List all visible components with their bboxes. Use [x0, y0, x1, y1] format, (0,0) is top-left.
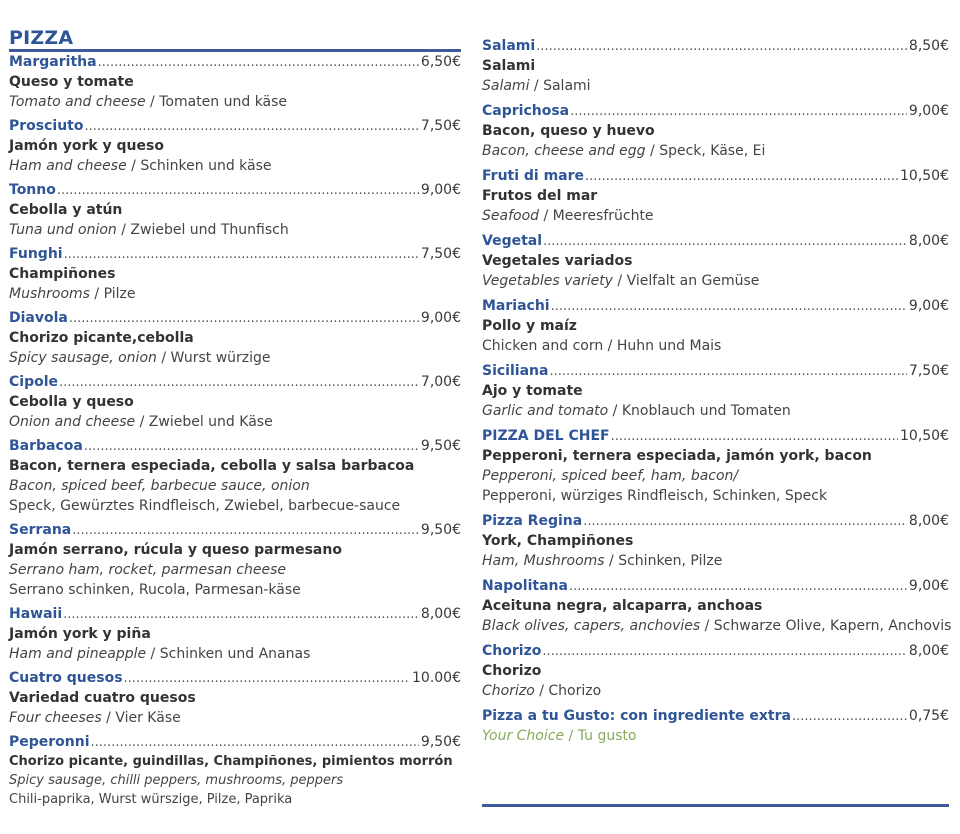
translation-english: Bacon, cheese and egg	[482, 143, 646, 159]
menu-item-spanish: Champiñones	[9, 266, 116, 282]
menu-item-price: 7,50€	[908, 363, 949, 379]
menu-item	[9, 180, 461, 240]
translation-separator: /	[101, 710, 116, 726]
menu-item-name: Salami	[482, 38, 536, 54]
menu-item-name: Siciliana	[482, 363, 549, 379]
menu-item-spanish: Variedad cuatro quesos	[9, 690, 196, 706]
menu-item	[9, 116, 461, 176]
translation-separator: /	[529, 78, 544, 94]
translation-separator: /	[645, 143, 660, 159]
dot-leader	[64, 245, 419, 265]
menu-item-translation	[9, 412, 461, 432]
left-menu-list	[9, 52, 461, 809]
translation-english: Seafood	[482, 208, 540, 224]
menu-item	[482, 706, 949, 746]
menu-item-header	[482, 706, 949, 726]
menu-item-header	[9, 116, 461, 136]
menu-item-name: Mariachi	[482, 298, 550, 314]
menu-item-spanish: Jamón york y queso	[9, 138, 164, 154]
menu-item-header	[482, 231, 949, 251]
translation-german: Chicken and corn / Huhn und Mais	[482, 338, 722, 354]
menu-item	[482, 296, 949, 356]
menu-item-price: 8,00€	[908, 643, 949, 659]
dot-leader	[569, 577, 907, 597]
menu-item-name: Vegetal	[482, 233, 543, 249]
menu-item	[9, 668, 461, 728]
menu-item	[9, 604, 461, 664]
translation-english: Bacon, spiced beef, barbecue sauce, onion	[9, 478, 310, 494]
translation-separator: /	[608, 403, 622, 419]
menu-item-price: 8,50€	[908, 38, 949, 54]
translation-separator: /	[564, 728, 578, 744]
translation-german: Tomaten und käse	[159, 94, 288, 110]
menu-item-price: 9,00€	[420, 310, 461, 326]
menu-item-header	[9, 52, 461, 72]
translation-separator: /	[135, 414, 149, 430]
translation-english: Ham and pineapple	[9, 646, 147, 662]
translation-german: Knoblauch und Tomaten	[621, 403, 791, 419]
menu-item-spanish: Ajo y tomate	[482, 383, 583, 399]
menu-item-header	[482, 641, 949, 661]
translation-english: Black olives, capers, anchovies	[482, 618, 701, 634]
menu-item	[482, 361, 949, 421]
menu-item-header	[9, 668, 461, 688]
translation-german: Zwiebel und Käse	[148, 414, 273, 430]
menu-item-spanish: Pollo y maíz	[482, 318, 577, 334]
menu-item-header	[9, 244, 461, 264]
menu-item-header	[9, 436, 461, 456]
menu-header	[9, 0, 461, 52]
menu-item	[9, 732, 461, 809]
menu-item	[9, 308, 461, 368]
menu-item-spanish: Chorizo picante,cebolla	[9, 330, 194, 346]
right-column	[482, 0, 952, 751]
menu-item-header	[9, 604, 461, 624]
menu-item-translation	[9, 92, 461, 112]
menu-item-name: Hawaii	[9, 606, 63, 622]
menu-item-spanish: Chorizo	[482, 663, 542, 679]
dot-leader	[583, 512, 907, 532]
menu-item-spanish: Chorizo picante, guindillas, Champiñones, pimientos morrón	[9, 754, 453, 769]
menu-item	[482, 641, 949, 701]
menu-item-translation	[482, 206, 949, 226]
translation-german: Pepperoni, würziges Rindfleisch, Schinken, Speck	[482, 488, 828, 504]
menu-item	[9, 372, 461, 432]
footer-divider	[482, 804, 949, 807]
menu-item-translation	[9, 284, 461, 304]
menu-item-price: 10,50€	[900, 428, 949, 444]
menu-item-spanish: Queso y tomate	[9, 74, 134, 90]
menu-item-translation	[9, 476, 461, 496]
translation-english: Vegetables variety	[482, 273, 613, 289]
menu-item	[9, 244, 461, 304]
menu-item-name: Serrana	[9, 522, 72, 538]
menu-item-price: 9,50€	[420, 522, 461, 538]
translation-german: Meeresfrüchte	[552, 208, 654, 224]
menu-item-price: 10,50€	[900, 168, 949, 184]
menu-item-translation	[482, 681, 949, 701]
menu-item-price: 7,00€	[420, 374, 461, 390]
translation-english: Onion and cheese	[9, 414, 136, 430]
menu-item	[482, 511, 949, 571]
dot-leader	[91, 733, 419, 753]
menu-item-price: 10.00€	[412, 670, 461, 686]
translation-german: Salami	[543, 78, 591, 94]
menu-item-translation	[9, 496, 461, 516]
menu-item-translation	[482, 271, 949, 291]
translation-german: Wurst würzige	[170, 350, 271, 366]
menu-item-price: 0,75€	[908, 708, 949, 724]
menu-item-name: Caprichosa	[482, 103, 570, 119]
dot-leader	[551, 297, 907, 317]
menu-item-price: 7,50€	[420, 246, 461, 262]
menu-item-header	[482, 576, 949, 596]
menu-item-spanish: Salami	[482, 58, 536, 74]
dot-leader	[611, 427, 898, 447]
menu-item-translation	[9, 771, 461, 790]
dot-leader	[543, 232, 907, 252]
page-title: PIZZA	[9, 27, 74, 49]
translation-german: Serrano schinken, Rucola, Parmesan-käse	[9, 582, 301, 598]
translation-separator: /	[612, 273, 627, 289]
translation-english: Pepperoni, spiced beef, ham, bacon/	[482, 468, 739, 484]
menu-item-name: Chorizo	[482, 643, 542, 659]
translation-german: Schwarze Olive, Kapern, Anchovis	[713, 618, 952, 634]
menu-item-name: Pizza a tu Gusto: con ingrediente extra	[482, 708, 791, 724]
menu-item-name: Margaritha	[9, 54, 97, 70]
menu-item-translation	[482, 76, 949, 96]
translation-separator: /	[116, 222, 131, 238]
translation-separator: /	[145, 94, 160, 110]
dot-leader	[85, 117, 419, 137]
translation-separator: /	[146, 646, 160, 662]
menu-item-translation	[482, 486, 949, 506]
menu-item-header	[9, 372, 461, 392]
menu-item-price: 6,50€	[420, 54, 461, 70]
menu-item-spanish: Aceituna negra, alcaparra, anchoas	[482, 598, 763, 614]
dot-leader	[536, 37, 907, 57]
menu-item-spanish: Cebolla y atún	[9, 202, 123, 218]
dot-leader	[124, 669, 410, 689]
menu-item-name: Cuatro quesos	[9, 670, 123, 686]
menu-item-name: Cipole	[9, 374, 59, 390]
menu-item-price: 9,00€	[908, 103, 949, 119]
translation-english: Tuna und onion	[9, 222, 117, 238]
menu-item-name: Peperonni	[9, 734, 90, 750]
menu-item-name: Tonno	[9, 182, 56, 198]
menu-item-translation	[482, 141, 949, 161]
translation-english: Garlic and tomato	[482, 403, 609, 419]
menu-item-name: Funghi	[9, 246, 63, 262]
translation-german: Zwiebel und Thunfisch	[130, 222, 289, 238]
menu-item-translation	[9, 560, 461, 580]
menu-item-translation	[482, 336, 949, 356]
translation-separator: /	[89, 286, 104, 302]
menu-item-translation	[482, 551, 949, 571]
menu-item-price: 9,00€	[908, 578, 949, 594]
menu-item-price: 8,00€	[908, 233, 949, 249]
menu-item-name: Barbacoa	[9, 438, 83, 454]
right-menu-list	[482, 36, 952, 746]
dot-leader	[98, 53, 419, 73]
menu-item-header	[482, 426, 949, 446]
menu-item-header	[482, 101, 949, 121]
dot-leader	[63, 605, 419, 625]
menu-item-spanish: Jamón serrano, rúcula y queso parmesano	[9, 542, 342, 558]
translation-english: Spicy sausage, onion	[9, 350, 157, 366]
translation-german: Vielfalt an Gemüse	[626, 273, 760, 289]
translation-separator: /	[126, 158, 141, 174]
menu-item-spanish: York, Champiñones	[482, 533, 634, 549]
menu-item-spanish: Bacon, queso y huevo	[482, 123, 655, 139]
menu-item	[482, 231, 949, 291]
menu-item-name: Prosciuto	[9, 118, 84, 134]
translation-german: Chili-paprika, Wurst würszige, Pilze, Paprika	[9, 792, 293, 807]
menu-item-header	[482, 296, 949, 316]
translation-english: Your Choice	[482, 728, 565, 744]
dot-leader	[570, 102, 907, 122]
translation-german: Speck, Gewürztes Rindfleisch, Zwiebel, barbecue-sauce	[9, 498, 401, 514]
translation-english: Ham and cheese	[9, 158, 127, 174]
dot-leader	[84, 437, 419, 457]
menu-item-name: Fruti di mare	[482, 168, 585, 184]
menu-item-header	[9, 308, 461, 328]
translation-english: Salami	[482, 78, 530, 94]
menu-item-translation	[482, 726, 949, 746]
menu-item	[482, 426, 949, 506]
translation-german: Vier Käse	[115, 710, 181, 726]
menu-item-spanish: Bacon, ternera especiada, cebolla y salsa barbacoa	[9, 458, 415, 474]
menu-item	[9, 436, 461, 516]
translation-english: Serrano ham, rocket, parmesan cheese	[9, 562, 286, 578]
menu-item-translation	[9, 220, 461, 240]
menu-item-header	[9, 180, 461, 200]
menu-item-price: 9,50€	[420, 438, 461, 454]
menu-item-price: 9,00€	[420, 182, 461, 198]
menu-item-translation	[9, 580, 461, 600]
menu-item-header	[482, 166, 949, 186]
dot-leader	[792, 707, 907, 727]
menu-item-price: 8,00€	[420, 606, 461, 622]
translation-separator: /	[534, 683, 549, 699]
dot-leader	[585, 167, 898, 187]
menu-item-translation	[9, 790, 461, 809]
menu-item-header	[9, 732, 461, 752]
translation-english: Four cheeses	[9, 710, 102, 726]
menu-item-spanish: Jamón york y piña	[9, 626, 151, 642]
menu-item-translation	[9, 156, 461, 176]
menu-item-header	[482, 36, 949, 56]
menu-item-price: 8,00€	[908, 513, 949, 529]
translation-separator: /	[156, 350, 171, 366]
menu-item-price: 9,50€	[420, 734, 461, 750]
menu-item-translation	[482, 616, 952, 636]
menu-item-spanish: Frutos del mar	[482, 188, 598, 204]
translation-german: Speck, Käse, Ei	[659, 143, 766, 159]
menu-item-spanish: Cebolla y queso	[9, 394, 134, 410]
dot-leader	[542, 642, 907, 662]
dot-leader	[57, 181, 419, 201]
dot-leader	[72, 521, 419, 541]
translation-english: Tomato and cheese	[9, 94, 146, 110]
menu-item-price: 9,00€	[908, 298, 949, 314]
translation-separator: /	[539, 208, 553, 224]
menu-item-translation	[482, 401, 949, 421]
menu-item-spanish: Vegetales variados	[482, 253, 633, 269]
translation-german: Pilze	[103, 286, 136, 302]
translation-english: Mushrooms	[9, 286, 90, 302]
menu-item-translation	[482, 466, 949, 486]
menu-item-name: Pizza Regina	[482, 513, 583, 529]
menu-item	[482, 36, 949, 96]
menu-item-translation	[9, 708, 461, 728]
left-column	[9, 0, 461, 813]
translation-english: Chorizo	[482, 683, 535, 699]
translation-german: Schinken und Ananas	[159, 646, 311, 662]
menu-item	[482, 166, 949, 226]
translation-german: Tu gusto	[577, 728, 637, 744]
menu-item-name: Diavola	[9, 310, 68, 326]
menu-item-header	[9, 520, 461, 540]
dot-leader	[59, 373, 419, 393]
menu-item-name: PIZZA DEL CHEF	[482, 428, 610, 444]
menu-item-translation	[9, 348, 461, 368]
menu-item	[482, 576, 952, 636]
menu-item	[9, 520, 461, 600]
dot-leader	[549, 362, 906, 382]
menu-item-translation	[9, 644, 461, 664]
menu-item-name: Napolitana	[482, 578, 568, 594]
menu-item-header	[482, 511, 949, 531]
translation-german: Schinken, Pilze	[618, 553, 723, 569]
translation-english: Ham, Mushrooms	[482, 553, 605, 569]
menu-item	[482, 101, 949, 161]
menu-item-header	[482, 361, 949, 381]
header-divider	[9, 49, 461, 52]
translation-separator: /	[604, 553, 619, 569]
translation-german: Schinken und käse	[140, 158, 272, 174]
dot-leader	[69, 309, 419, 329]
translation-separator: /	[700, 618, 714, 634]
menu-item	[9, 52, 461, 112]
translation-german: Chorizo	[548, 683, 602, 699]
menu-item-price: 7,50€	[420, 118, 461, 134]
translation-english: Spicy sausage, chilli peppers, mushrooms, peppers	[9, 773, 344, 788]
menu-item-spanish: Pepperoni, ternera especiada, jamón york, bacon	[482, 448, 872, 464]
